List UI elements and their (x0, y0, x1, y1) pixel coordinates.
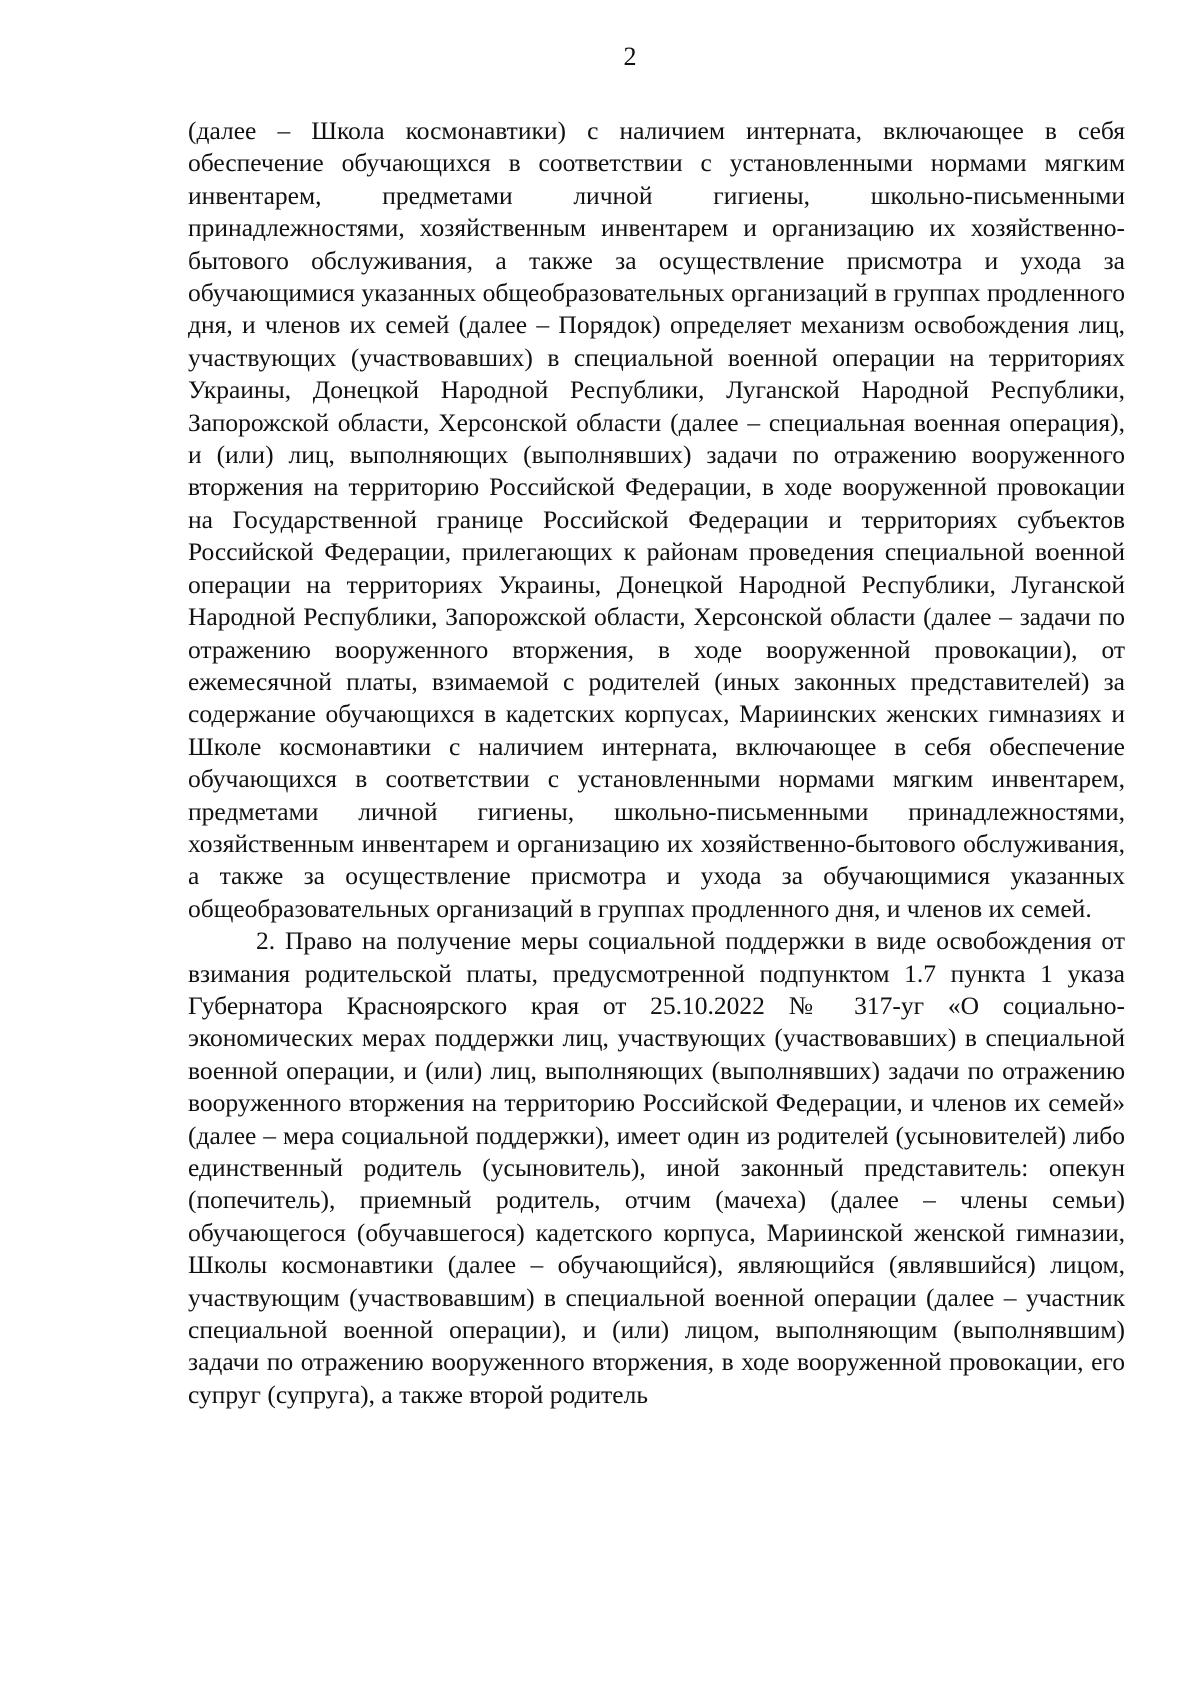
document-body (188, 115, 1125, 1411)
page-number-text: 2 (623, 42, 637, 71)
page-number (0, 42, 1200, 72)
paragraph-continuation: (далее – Школа космонавтики) с наличием интерната, включающее в себя обеспечение обучающихся в соответствии с установленными нормами мягким инвентарем, предметами личной гигиены, школьно-письменными принадлежностями, хозяйственным инвентарем и организацию их хозяйственно-бытового обслуживания, а также за осуществление присмотра и ухода за обучающимися указанных общеобразовательных организаций в группах продленного дня, и членов их семей (далее – Порядок) определяет механизм освобождения лиц, участвующих (участвовавших) в специальной военной операции на территориях Украины, Донецкой Народной Республики, Луганской Народной Республики, Запорожской области, Херсонской области (далее – специальная военная операция), и (или) лиц, выполняющих (выполнявших) задачи по отражению вооруженного вторжения на территорию Российской Федерации, в ходе вооруженной провокации на Государственной границе Российской Федерации и территориях субъектов Российской Федерации, прилегающих к районам проведения специальной военной операции на территориях Украины, Донецкой Народной Республики, Луганской Народной Республики, Запорожской области, Херсонской области (далее – задачи по отражению вооруженного вторжения, в ходе вооруженной провокации), от ежемесячной платы, взимаемой с родителей (иных законных представителей) за содержание обучающихся в кадетских корпусах, Мариинских женских гимназиях и Школе космонавтики с наличием интерната, включающее в себя обеспечение обучающихся в соответствии с установленными нормами мягким инвентарем, предметами личной гигиены, школьно-письменными принадлежностями, хозяйственным инвентарем и организацию их хозяйственно-бытового обслуживания, а также за осуществление присмотра и ухода за обучающимися указанных общеобразовательных организаций в группах продленного дня, и членов их семей. (188, 116, 1125, 923)
paragraph-item-2: 2. Право на получение меры социальной поддержки в виде освобождения от взимания родительской платы, предусмотренной подпунктом 1.7 пункта 1 указа Губернатора Красноярского края от 25.10.2022 № 317-уг «О социально-экономических мерах поддержки лиц, участвующих (участвовавших) в специальной военной операции, и (или) лиц, выполняющих (выполнявших) задачи по отражению вооруженного вторжения на территорию Российской Федерации, и членов их семей» (далее – мера социальной поддержки), имеет один из родителей (усыновителей) либо единственный родитель (усыновитель), иной законный представитель: опекун (попечитель), приемный родитель, отчим (мачеха) (далее – члены семьи) обучающегося (обучавшегося) кадетского корпуса, Мариинской женской гимназии, Школы космонавтики (далее – обучающийся), являющийся (являвшийся) лицом, участвующим (участвовавшим) в специальной военной операции (далее – участник специальной военной операции), и (или) лицом, выполняющим (выполнявшим) задачи по отражению вооруженного вторжения, в ходе вооруженной провокации, его супруг (супруга), а также второй родитель (188, 926, 1125, 1409)
